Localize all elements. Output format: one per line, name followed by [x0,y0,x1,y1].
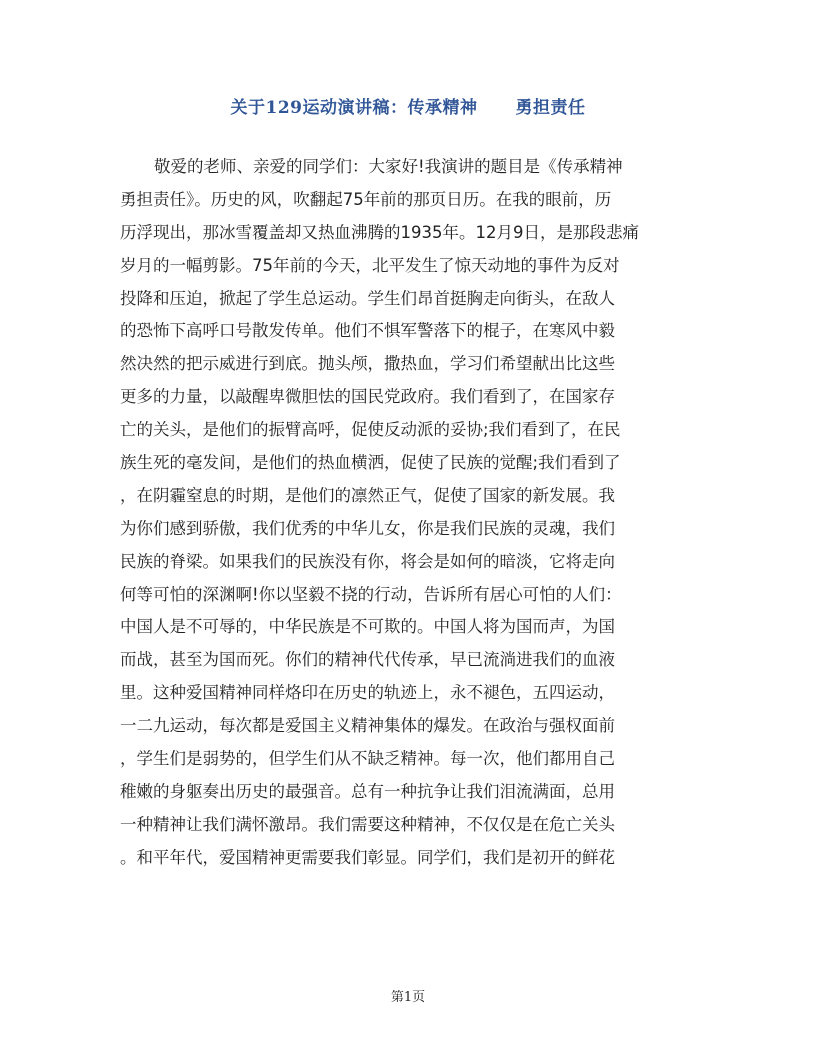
body-line: 。和平年代，爱国精神更需要我们彰显。同学们，我们是初开的鲜花 [120,847,615,867]
speech-body [120,151,690,875]
body-line: 勇担责任》。历史的风，吹翻起75年前的那页日历。在我的眼前，历 [120,189,612,209]
body-line: 更多的力量，以敲醒卑微胆怯的国民党政府。我们看到了，在国家存 [120,387,615,407]
page-number: 第1页 [390,990,426,1005]
body-line: 的恐怖下高呼口号散发传单。他们不惧军警落下的棍子，在寒风中毅 [120,321,615,341]
body-line: ，在阴霾窒息的时期，是他们的凛然正气，促使了国家的新发展。我 [120,485,615,505]
body-line: 为你们感到骄傲，我们优秀的中华儿女，你是我们民族的灵魂，我们 [120,518,615,538]
body-line: 族生死的毫发间，是他们的热血横洒，促使了民族的觉醒;我们看到了 [120,453,621,473]
body-line: 敬爱的老师、亲爱的同学们：大家好!我演讲的题目是《传承精神 [154,157,623,176]
body-line: 亡的关头，是他们的振臂高呼，促使反动派的妥协;我们看到了，在民 [120,420,621,440]
body-line: 何等可怕的深渊啊!你以坚毅不挠的行动，告诉所有居心可怕的人们： [120,584,622,604]
body-line: ，学生们是弱势的，但学生们从不缺乏精神。每一次，他们都用自己 [120,749,615,769]
document-title [0,96,816,120]
body-line: 民族的脊梁。如果我们的民族没有你，将会是如何的暗淡，它将走向 [120,551,615,571]
body-line: 投降和压迫，掀起了学生总运动。学生们昂首挺胸走向街头，在敌人 [120,288,615,308]
body-line: 而战，甚至为国而死。你们的精神代代传承，早已流淌进我们的血液 [120,650,615,670]
body-line: 然决然的把示威进行到底。抛头颅，撒热血，学习们希望献出比这些 [120,354,615,374]
body-line: 一二九运动，每次都是爱国主义精神集体的爆发。在政治与强权面前 [120,716,615,736]
title-main: 关于129运动演讲稿：传承精神 [230,98,478,118]
body-line: 中国人是不可辱的，中华民族是不可欺的。中国人将为国而声，为国 [120,617,615,637]
body-line: 岁月的一幅剪影。75年前的今天，北平发生了惊天动地的事件为反对 [120,255,620,275]
title-sub: 勇担责任 [515,98,586,118]
body-line: 里。这种爱国精神同样烙印在历史的轨迹上，永不褪色，五四运动， [120,683,615,703]
body-line: 历浮现出，那冰雪覆盖却又热血沸腾的1935年。12月9日，是那段悲痛 [120,222,639,242]
body-line: 稚嫩的身躯奏出历史的最强音。总有一种抗争让我们泪流满面，总用 [120,781,615,801]
body-line: 一种精神让我们满怀激昂。我们需要这种精神，不仅仅是在危亡关头 [120,814,615,834]
